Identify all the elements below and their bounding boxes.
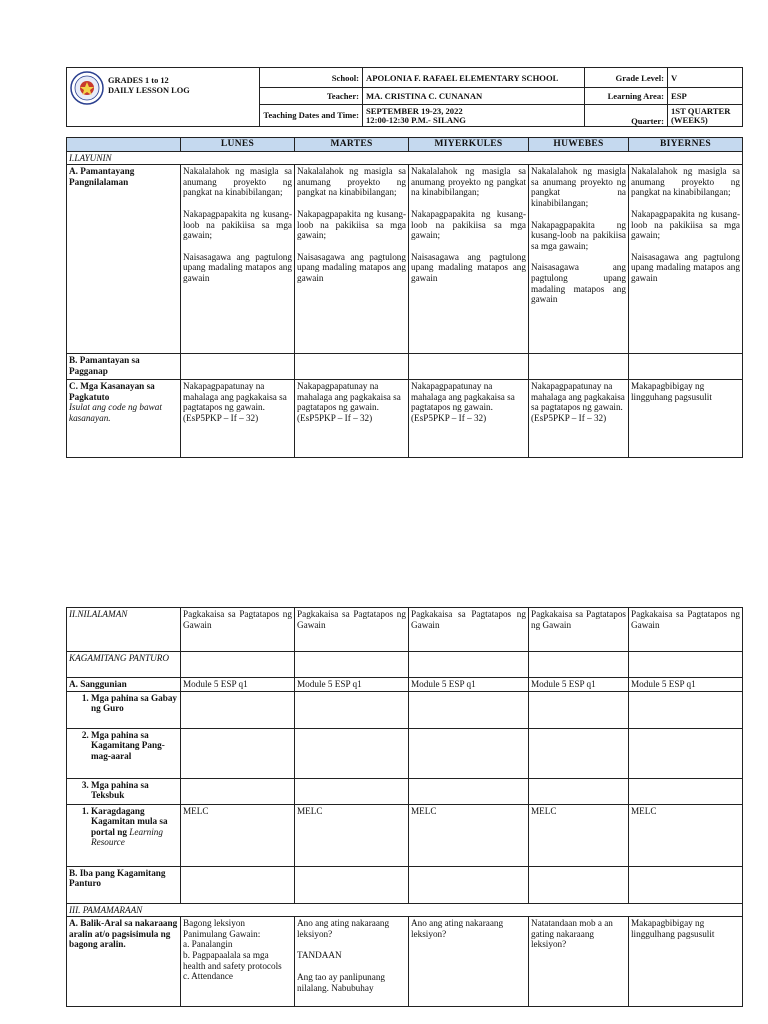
cell-kasanayan-biyernes: Makapagbibigay ng lingguhang pagsusulit — [629, 380, 743, 458]
day-header-biyernes: BIYERNES — [629, 138, 743, 152]
text: c. Attendance — [183, 971, 233, 982]
row-label-mga-kasanayan — [67, 380, 181, 458]
cell-kasanayan-martes: Nakapagpapatunay na mahalaga ang pagkakaisa sa pagtatapos ng gawain. (EsP5PKP – If – 32) — [295, 380, 409, 458]
cell-empty — [409, 652, 529, 678]
dates-value — [363, 105, 585, 127]
cell-kasanayan-lunes: Nakapagpapatunay na mahalaga ang pagkakaisa sa pagtatapos ng gawain. (EsP5PKP – If – 32) — [181, 380, 295, 458]
cell-balik-aral-miyerkules: Ano ang ating nakaraang leksiyon? — [409, 917, 529, 1007]
sub-item — [91, 806, 178, 848]
text: Nakapagpapakita ng kusang-loob na pakikiisa sa mga gawain; — [531, 219, 626, 251]
cell-layunin-a-martes — [295, 165, 409, 354]
row-label-pamantayan-sa-pagganap: B. Pamantayan sa Pagganap — [67, 354, 181, 380]
cell-empty — [529, 691, 629, 728]
row-label-sanggunian: A. Sanggunian — [67, 678, 181, 692]
text: Bagong leksiyon — [183, 918, 246, 929]
quarter-value — [668, 105, 743, 127]
text: Naisasagawa ang pagtulong upang madaling matapos ang gawain — [297, 251, 406, 283]
cell-layunin-a-huwebes — [529, 165, 629, 354]
cell-nilalaman-lunes: Pagkakaisa sa Pagtatapos ng Gawain — [181, 608, 295, 652]
cell-nilalaman-huwebes: Pagkakaisa sa Pagtatapos ng Gawain — [529, 608, 629, 652]
text: TANDAAN — [297, 950, 342, 961]
cell-empty — [295, 354, 409, 380]
cell-empty — [295, 728, 409, 778]
cell-balik-aral-biyernes: Makapagbibigay ng linggulhang pagsusulit — [629, 917, 743, 1007]
cell-empty — [629, 866, 743, 903]
school-label: School: — [260, 68, 363, 88]
text: a. Panalangin — [183, 939, 233, 950]
cell-empty — [295, 691, 409, 728]
day-header-blank — [67, 138, 181, 152]
dates-line1: SEPTEMBER 19-23, 2022 — [366, 105, 463, 116]
cell-layunin-a-biyernes — [629, 165, 743, 354]
cell-kasanayan-huwebes: Nakapagpapatunay na mahalaga ang pagkakaisa sa pagtatapos ng gawain. (EsP5PKP – If – 32) — [529, 380, 629, 458]
area-label: Learning Area: — [585, 88, 668, 105]
cell-melc-miyerkules: MELC — [409, 804, 529, 866]
text: Nakapagpapakita ng kusang-loob na pakikiisa sa mga gawain; — [183, 208, 292, 241]
text: Naisasagawa ang pagtulong upang madaling matapos ang gawain — [411, 251, 526, 283]
cell-nilalaman-biyernes: Pagkakaisa sa Pagtatapos ng Gawain — [629, 608, 743, 652]
cell-empty — [181, 354, 295, 380]
layunin-table — [66, 137, 743, 458]
cell-empty — [409, 866, 529, 903]
row-label-teksbuk — [67, 778, 181, 804]
sub-item-italic: Learning Resource — [91, 826, 163, 848]
nilalaman-table — [66, 607, 743, 1007]
deped-seal-icon — [70, 71, 104, 105]
day-header-lunes: LUNES — [181, 138, 295, 152]
section-layunin: I.LAYUNIN — [67, 151, 743, 165]
text: Nakapagpapakita ng kusang-loob na pakikiisa sa mga gawain; — [297, 208, 406, 241]
cell-nilalaman-miyerkules: Pagkakaisa sa Pagtatapos ng Gawain — [409, 608, 529, 652]
teacher-value: MA. CRISTINA C. CUNANAN — [363, 88, 585, 105]
cell-empty — [409, 728, 529, 778]
cell-empty — [629, 778, 743, 804]
sub-item-bold: Karagdagang Kagamitan mula sa portal ng — [91, 805, 168, 837]
row-label-karagdagang-kagamitan — [67, 804, 181, 866]
text: Ang tao ay panlipunang nilalang. Nabubuhay — [297, 971, 386, 993]
cell-empty — [409, 778, 529, 804]
cell-empty — [295, 652, 409, 678]
text: Nakalalahok ng masigla sa anumang proyekto ng pangkat na kinabibilangan; — [631, 166, 740, 198]
section-kagamitang-panturo: KAGAMITANG PANTURO — [67, 652, 181, 678]
sub-item: 2. Mga pahina sa Kagamitang Pang-mag-aaral — [91, 730, 178, 762]
cell-kasanayan-miyerkules: Nakapagpapatunay na mahalaga ang pagkakaisa sa pagtatapos ng gawain. (EsP5PKP – If – 32) — [409, 380, 529, 458]
cell-empty — [181, 728, 295, 778]
cell-empty — [181, 691, 295, 728]
header-line2: DAILY LESSON LOG — [108, 85, 190, 95]
text: Nakalalahok ng masigla sa anumang proyekto ng pangkat na kinabibilangan; — [411, 166, 526, 198]
day-header-martes: MARTES — [295, 138, 409, 152]
cell-balik-aral-martes — [295, 917, 409, 1007]
kasanayan-label: C. Mga Kasanayan sa Pagkatuto — [69, 381, 155, 402]
cell-empty — [629, 652, 743, 678]
area-value: ESP — [668, 88, 743, 105]
cell-empty — [529, 778, 629, 804]
cell-empty — [409, 354, 529, 380]
text: Nakalalahok ng masigla sa anumang proyekto ng pangkat na kinabibilangan; — [297, 166, 406, 198]
cell-empty — [181, 778, 295, 804]
cell-empty — [529, 354, 629, 380]
kasanayan-note: Isulat ang code ng bawat kasanayan. — [69, 402, 162, 423]
cell-balik-aral-huwebes: Natatandaan mob a an gating nakaraang leksiyon? — [529, 917, 629, 1007]
cell-empty — [295, 778, 409, 804]
dates-label: Teaching Dates and Time: — [260, 105, 363, 127]
teacher-label: Teacher: — [260, 88, 363, 105]
section-pamamaraan: III. PAMAMARAAN — [67, 903, 743, 917]
cell-empty — [529, 866, 629, 903]
cell-empty — [295, 866, 409, 903]
text: Nakalalahok ng masigla sa anumang proyekto ng pangkat na kinabibilangan; — [183, 166, 292, 198]
row-label-iba-pang-kagamitan: B. Iba pang Kagamitang Panturo — [67, 866, 181, 903]
cell-melc-biyernes: MELC — [629, 804, 743, 866]
text: Nakapagpapakita ng kusang-loob na pakikiisa sa mga gawain; — [631, 208, 740, 241]
cell-sanggunian-biyernes: Module 5 ESP q1 — [629, 678, 743, 692]
cell-empty — [181, 866, 295, 903]
text: Panimulang Gawain: — [183, 928, 261, 939]
header-table — [66, 67, 743, 127]
cell-empty — [629, 691, 743, 728]
grade-value: V — [668, 68, 743, 88]
text: Naisasagawa ang pagtulong upang madaling matapos ang gawain — [183, 251, 292, 283]
day-header-miyerkules: MIYERKULES — [409, 138, 529, 152]
quarter-label: Quarter: — [585, 105, 668, 127]
cell-sanggunian-huwebes: Module 5 ESP q1 — [529, 678, 629, 692]
cell-nilalaman-martes: Pagkakaisa sa Pagtatapos ng Gawain — [295, 608, 409, 652]
header-line1: GRADES 1 to 12 — [108, 76, 169, 85]
text: Nakalalahok ng masigla sa anumang proyekto ng pangkat na kinabibilangan; — [531, 166, 626, 208]
cell-melc-martes: MELC — [295, 804, 409, 866]
cell-empty — [529, 652, 629, 678]
text: Naisasagawa ang pagtulong upang madaling matapos ang gawain — [531, 262, 626, 305]
cell-balik-aral-lunes — [181, 917, 295, 1007]
row-label-pamantayang-pangnilalaman: A. Pamantayang Pangnilalaman — [67, 165, 181, 354]
text: Naisasagawa ang pagtulong upang madaling matapos ang gawain — [631, 251, 740, 283]
text: Nakapagpapakita ng kusang-loob na pakikiisa sa mga gawain; — [411, 208, 526, 241]
row-label-balik-aral: A. Balik-Aral sa nakaraang aralin at/o pagsisimula ng bagong aralin. — [67, 917, 181, 1007]
dates-line2: 12:00-12:30 P.M.- SILANG — [366, 114, 466, 125]
logo-cell — [67, 68, 260, 127]
cell-empty — [529, 728, 629, 778]
cell-empty — [629, 728, 743, 778]
cell-layunin-a-miyerkules — [409, 165, 529, 354]
day-header-huwebes: HUWEBES — [529, 138, 629, 152]
cell-sanggunian-martes: Module 5 ESP q1 — [295, 678, 409, 692]
section-nilalaman: II.NILALAMAN — [67, 608, 181, 652]
grade-label: Grade Level: — [585, 68, 668, 88]
cell-empty — [409, 691, 529, 728]
sub-item: 3. Mga pahina sa Teksbuk — [91, 780, 178, 801]
cell-layunin-a-lunes — [181, 165, 295, 354]
text: Ano ang ating nakaraang leksiyon? — [297, 918, 390, 939]
row-label-gabay-ng-guro — [67, 691, 181, 728]
text: b. Pagpapaalala sa mga health and safety protocols — [183, 949, 282, 971]
cell-melc-lunes: MELC — [181, 804, 295, 866]
cell-empty — [629, 354, 743, 380]
row-label-kagamitang-pang-mag-aaral — [67, 728, 181, 778]
quarter-line1: 1ST QUARTER — [671, 105, 731, 116]
school-value: APOLONIA F. RAFAEL ELEMENTARY SCHOOL — [363, 68, 585, 88]
sub-item: 1. Mga pahina sa Gabay ng Guro — [91, 693, 178, 714]
cell-sanggunian-miyerkules: Module 5 ESP q1 — [409, 678, 529, 692]
cell-melc-huwebes: MELC — [529, 804, 629, 866]
cell-sanggunian-lunes: Module 5 ESP q1 — [181, 678, 295, 692]
quarter-line2: (WEEK5) — [671, 114, 708, 125]
cell-empty — [181, 652, 295, 678]
